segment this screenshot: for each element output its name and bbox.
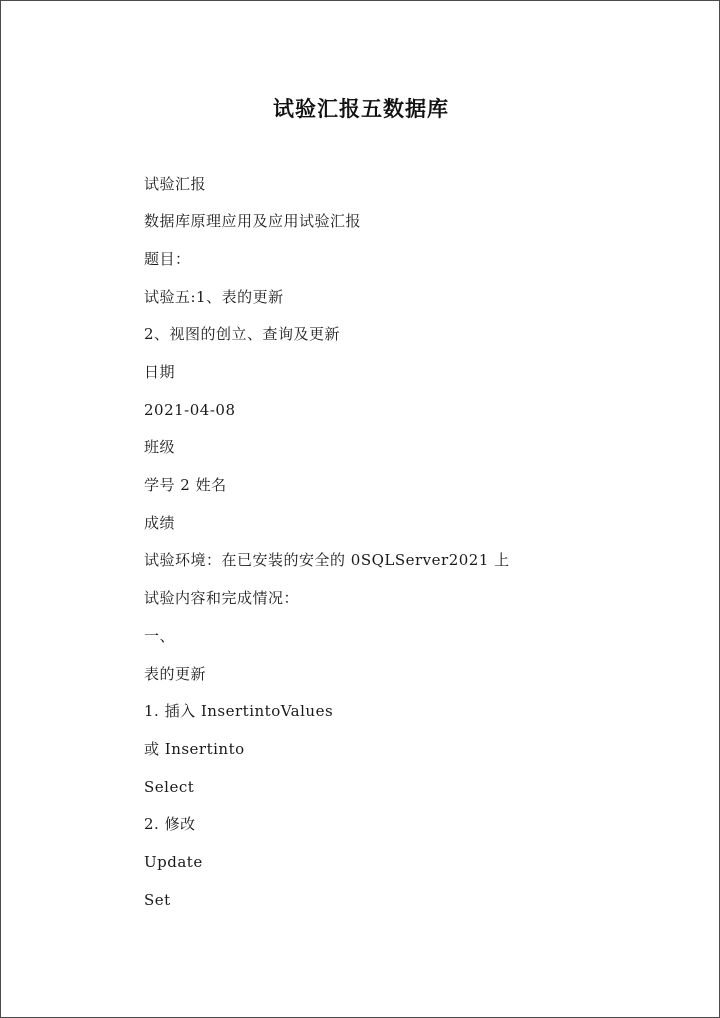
text-line: 1. 插入 InsertintoValues — [144, 702, 334, 720]
text-line: 班级 — [144, 438, 176, 456]
text-line: 日期 — [144, 363, 176, 381]
text-line: 试验环境：在已安装的安全的 0SQLServer2021 上 — [144, 551, 510, 569]
text-line: 试验汇报 — [144, 175, 207, 193]
text-line: 2、视图的创立、查询及更新 — [144, 325, 341, 343]
text-line: 学号 2 姓名 — [144, 476, 227, 494]
text-line: 2. 修改 — [144, 815, 196, 833]
text-line: 数据库原理应用及应用试验汇报 — [144, 212, 362, 230]
document-title: 试验汇报五数据库 — [273, 96, 449, 121]
text-line: Update — [144, 853, 203, 871]
text-line: 一、 — [144, 627, 176, 645]
text-line: 题目： — [144, 250, 191, 268]
text-line: 试验内容和完成情况： — [144, 589, 300, 607]
text-line: 或 Insertinto — [144, 740, 245, 758]
text-line: 试验五:1、表的更新 — [144, 288, 284, 306]
text-line: Select — [144, 778, 195, 796]
text-line: 表的更新 — [144, 665, 207, 683]
text-line: 2021-04-08 — [144, 401, 236, 419]
text-line: Set — [144, 891, 171, 909]
text-line: 成绩 — [144, 514, 176, 532]
